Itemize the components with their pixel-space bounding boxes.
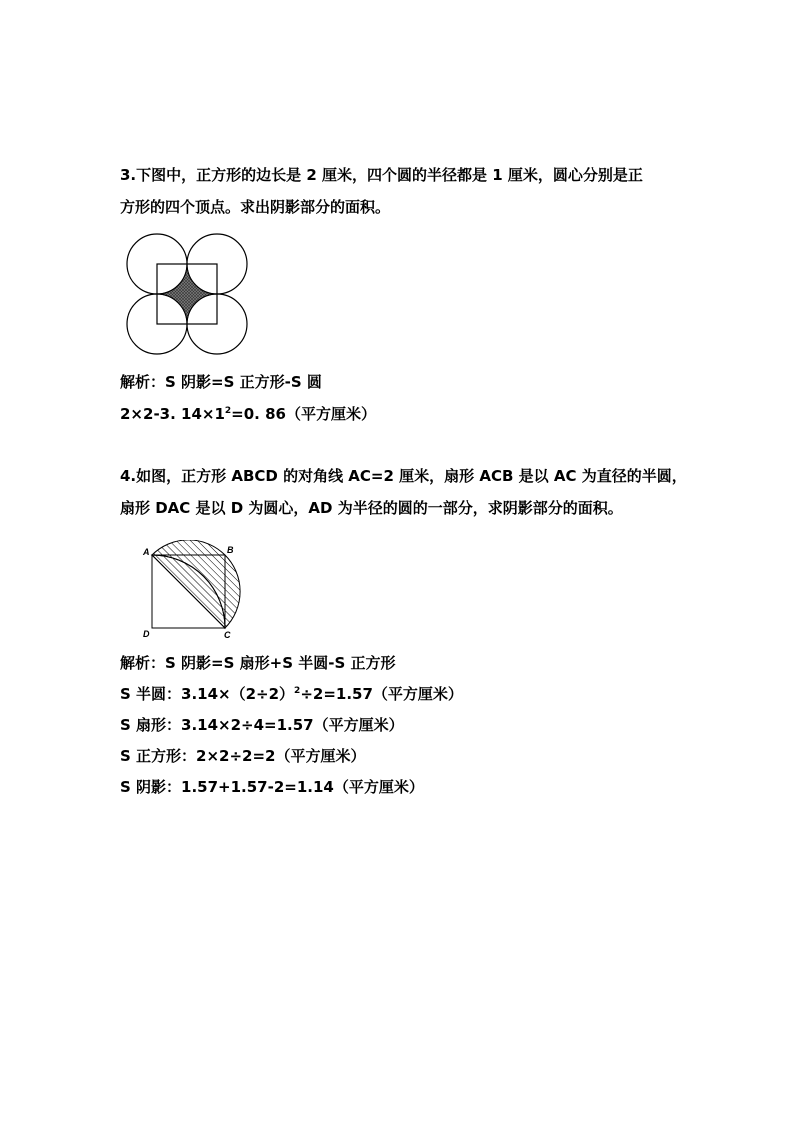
problem4-text-line2: 扇形 DAC 是以 D 为圆心，AD 为半径的圆的一部分，求阴影部分的面积。 (120, 499, 623, 517)
label-b: B (227, 545, 234, 555)
analysis-label: 解析： (120, 654, 166, 672)
problem4-text-line1: 4.如图，正方形 ABCD 的对角线 AC=2 厘米，扇形 ACB 是以 AC 为直径的半圆， (120, 467, 687, 485)
calc-exponent: 2 (224, 406, 232, 416)
label-d: D (143, 629, 150, 639)
step1-part: S 半圆：3.14×（2÷2） (120, 685, 295, 703)
calc-result: =0. 86（平方厘米） (231, 405, 376, 423)
analysis-formula: S 阴影=S 正方形-S 圆 (165, 373, 322, 391)
analysis-label: 解析： (120, 373, 166, 391)
problem4-step4: S 阴影：1.57+1.57-2=1.14（平方厘米） (120, 778, 424, 796)
shaded-region (157, 264, 217, 324)
problem4-step2: S 扇形：3.14×2÷4=1.57（平方厘米） (120, 716, 404, 734)
problem4-step3: S 正方形：2×2÷2=2（平方厘米） (120, 747, 366, 765)
calc-part: 2×2-3. 14×1 (120, 405, 225, 423)
four-circles-figure (120, 230, 255, 360)
square-sector-figure (140, 540, 250, 642)
problem4-analysis (120, 653, 395, 673)
label-c: C (224, 630, 231, 640)
step1-exponent: 2 (294, 686, 301, 696)
step1-result: ÷2=1.57（平方厘米） (300, 685, 463, 703)
problem3-calculation (120, 404, 376, 424)
problem3-analysis (120, 372, 322, 392)
problem4-step1 (120, 684, 463, 704)
label-a: A (143, 547, 150, 557)
problem3-text-line2: 方形的四个顶点。求出阴影部分的面积。 (120, 198, 391, 216)
problem3-text-line1: 3.下图中，正方形的边长是 2 厘米，四个圆的半径都是 1 厘米，圆心分别是正 (120, 166, 643, 184)
analysis-formula: S 阴影=S 扇形+S 半圆-S 正方形 (165, 654, 396, 672)
